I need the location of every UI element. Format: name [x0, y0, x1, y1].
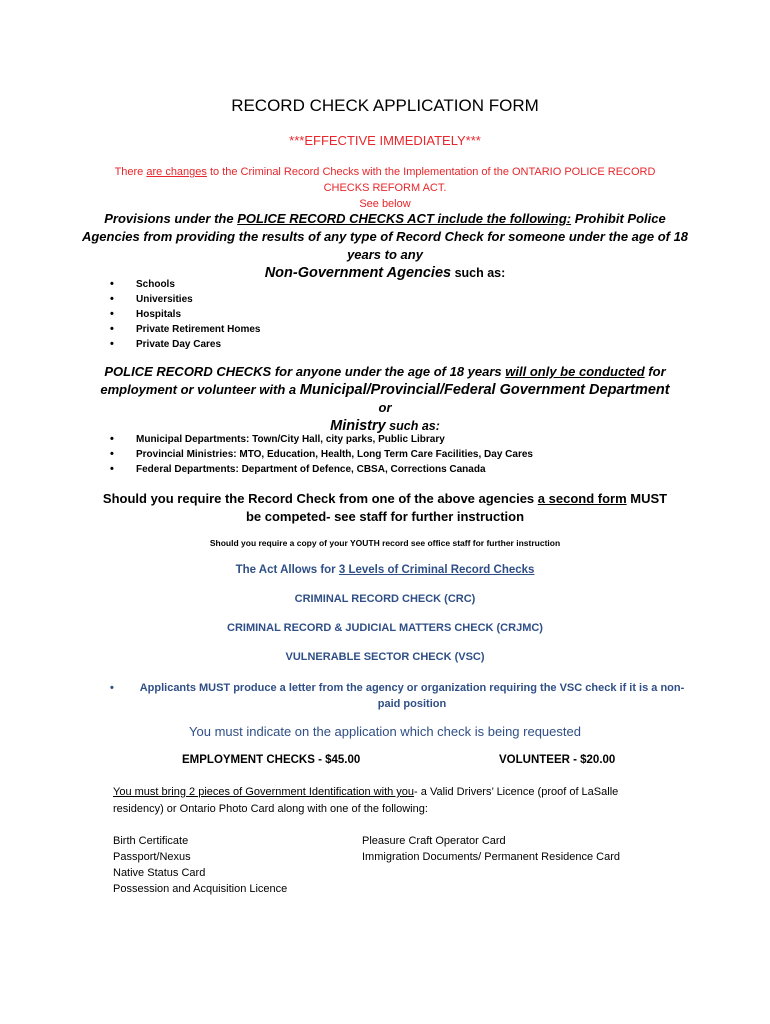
level-crc: CRIMINAL RECORD CHECK (CRC): [294, 593, 476, 605]
list-item: Native Status Card: [113, 867, 206, 879]
list-item: • Private Retirement Homes: [110, 322, 261, 337]
provisions-text-3: Prohibit Police Agencies from providing the results of any type of Record Check for someone under the age of 18 years to any: [81, 211, 689, 262]
act-allows-heading: [0, 564, 770, 576]
volunteer-fee: VOLUNTEER - $20.00: [499, 754, 616, 766]
vsc-letter-requirement: [110, 680, 690, 712]
gov-department-list: [110, 432, 533, 477]
second-form-notice: [100, 490, 670, 526]
second-form-text-3: MUST be competed- see staff for further instruction: [245, 491, 668, 524]
vsc-letter-text: Applicants MUST produce a letter from the agency or organization requiring the VSC check if it is a non-paid position: [139, 682, 685, 710]
police-text-3: for employment or volunteer with a: [100, 364, 666, 397]
indicate-check-note: You must indicate on the application which check is being requested: [189, 724, 581, 739]
bullet-icon: •: [110, 682, 114, 694]
allows-levels: 3 Levels of Criminal Record Checks: [338, 564, 535, 576]
list-item: • Universities: [110, 292, 261, 307]
notice-see-below: See below: [359, 198, 411, 210]
allows-text-1: The Act Allows for: [235, 564, 339, 576]
id-list-right: [362, 833, 620, 865]
police-text-1: POLICE RECORD CHECKS for anyone under the age of 18 years: [104, 364, 506, 379]
employment-fee: EMPLOYMENT CHECKS - $45.00: [182, 754, 361, 766]
second-form-text-1: Should you require the Record Check from one of the above agencies: [102, 491, 538, 506]
list-item: Passport/Nexus: [113, 851, 191, 863]
police-ministry: Ministry: [330, 418, 386, 434]
id-requirement-text-2: - a Valid Drivers’ Licence (proof of LaSalle residency) or Ontario Photo Card along with one of the following:: [113, 786, 619, 815]
list-item: • Private Day Cares: [110, 337, 261, 352]
list-item: Birth Certificate: [113, 835, 189, 847]
police-text-2: will only be conducted: [505, 364, 645, 379]
page-title: RECORD CHECK APPLICATION FORM: [231, 96, 539, 115]
list-item: • Schools: [110, 277, 261, 292]
police-checks-paragraph: [95, 363, 675, 435]
notice-text-1: There: [114, 166, 147, 178]
level-crjmc: CRIMINAL RECORD & JUDICIAL MATTERS CHECK (CRJMC): [227, 622, 543, 634]
list-item: Immigration Documents/ Permanent Residence Card: [362, 851, 621, 863]
list-item: • Hospitals: [110, 307, 261, 322]
level-vsc: VULNERABLE SECTOR CHECK (VSC): [285, 651, 485, 663]
id-requirement: [113, 784, 658, 818]
list-item: Pleasure Craft Operator Card: [362, 835, 506, 847]
provisions-act-name: POLICE RECORD CHECKS ACT include the following:: [237, 211, 572, 226]
id-list-left: [113, 833, 287, 897]
provisions-text-1: Provisions under the: [104, 211, 238, 226]
police-text-5: or: [378, 400, 392, 415]
effective-banner: ***EFFECTIVE IMMEDIATELY***: [289, 133, 481, 148]
non-gov-agency-list: [110, 277, 261, 352]
youth-record-note: Should you require a copy of your YOUTH record see office staff for further instruction: [209, 538, 561, 548]
list-item: Possession and Acquisition Licence: [113, 883, 288, 895]
police-gov-dept: Municipal/Provincial/Federal Government Department: [299, 382, 670, 398]
notice-text-2: are changes: [146, 166, 207, 178]
list-item: • Federal Departments: Department of Defence, CBSA, Corrections Canada: [110, 462, 533, 477]
changes-notice: [105, 164, 665, 212]
provisions-such-as: such as:: [451, 266, 506, 280]
provisions-non-gov: Non-Government Agencies: [264, 265, 452, 281]
id-requirement-text-1: You must bring 2 pieces of Government Identification with you: [113, 786, 415, 798]
notice-text-3: to the Criminal Record Checks with the Implementation of the ONTARIO POLICE RECORD CHECKS REFORM ACT.: [206, 166, 656, 194]
list-item: • Municipal Departments: Town/City Hall, city parks, Public Library: [110, 432, 533, 447]
police-such-as: such as:: [385, 419, 440, 433]
second-form-text-2: a second form: [537, 491, 627, 506]
list-item: • Provincial Ministries: MTO, Education, Health, Long Term Care Facilities, Day Cares: [110, 447, 533, 462]
provisions-paragraph: [80, 210, 690, 282]
